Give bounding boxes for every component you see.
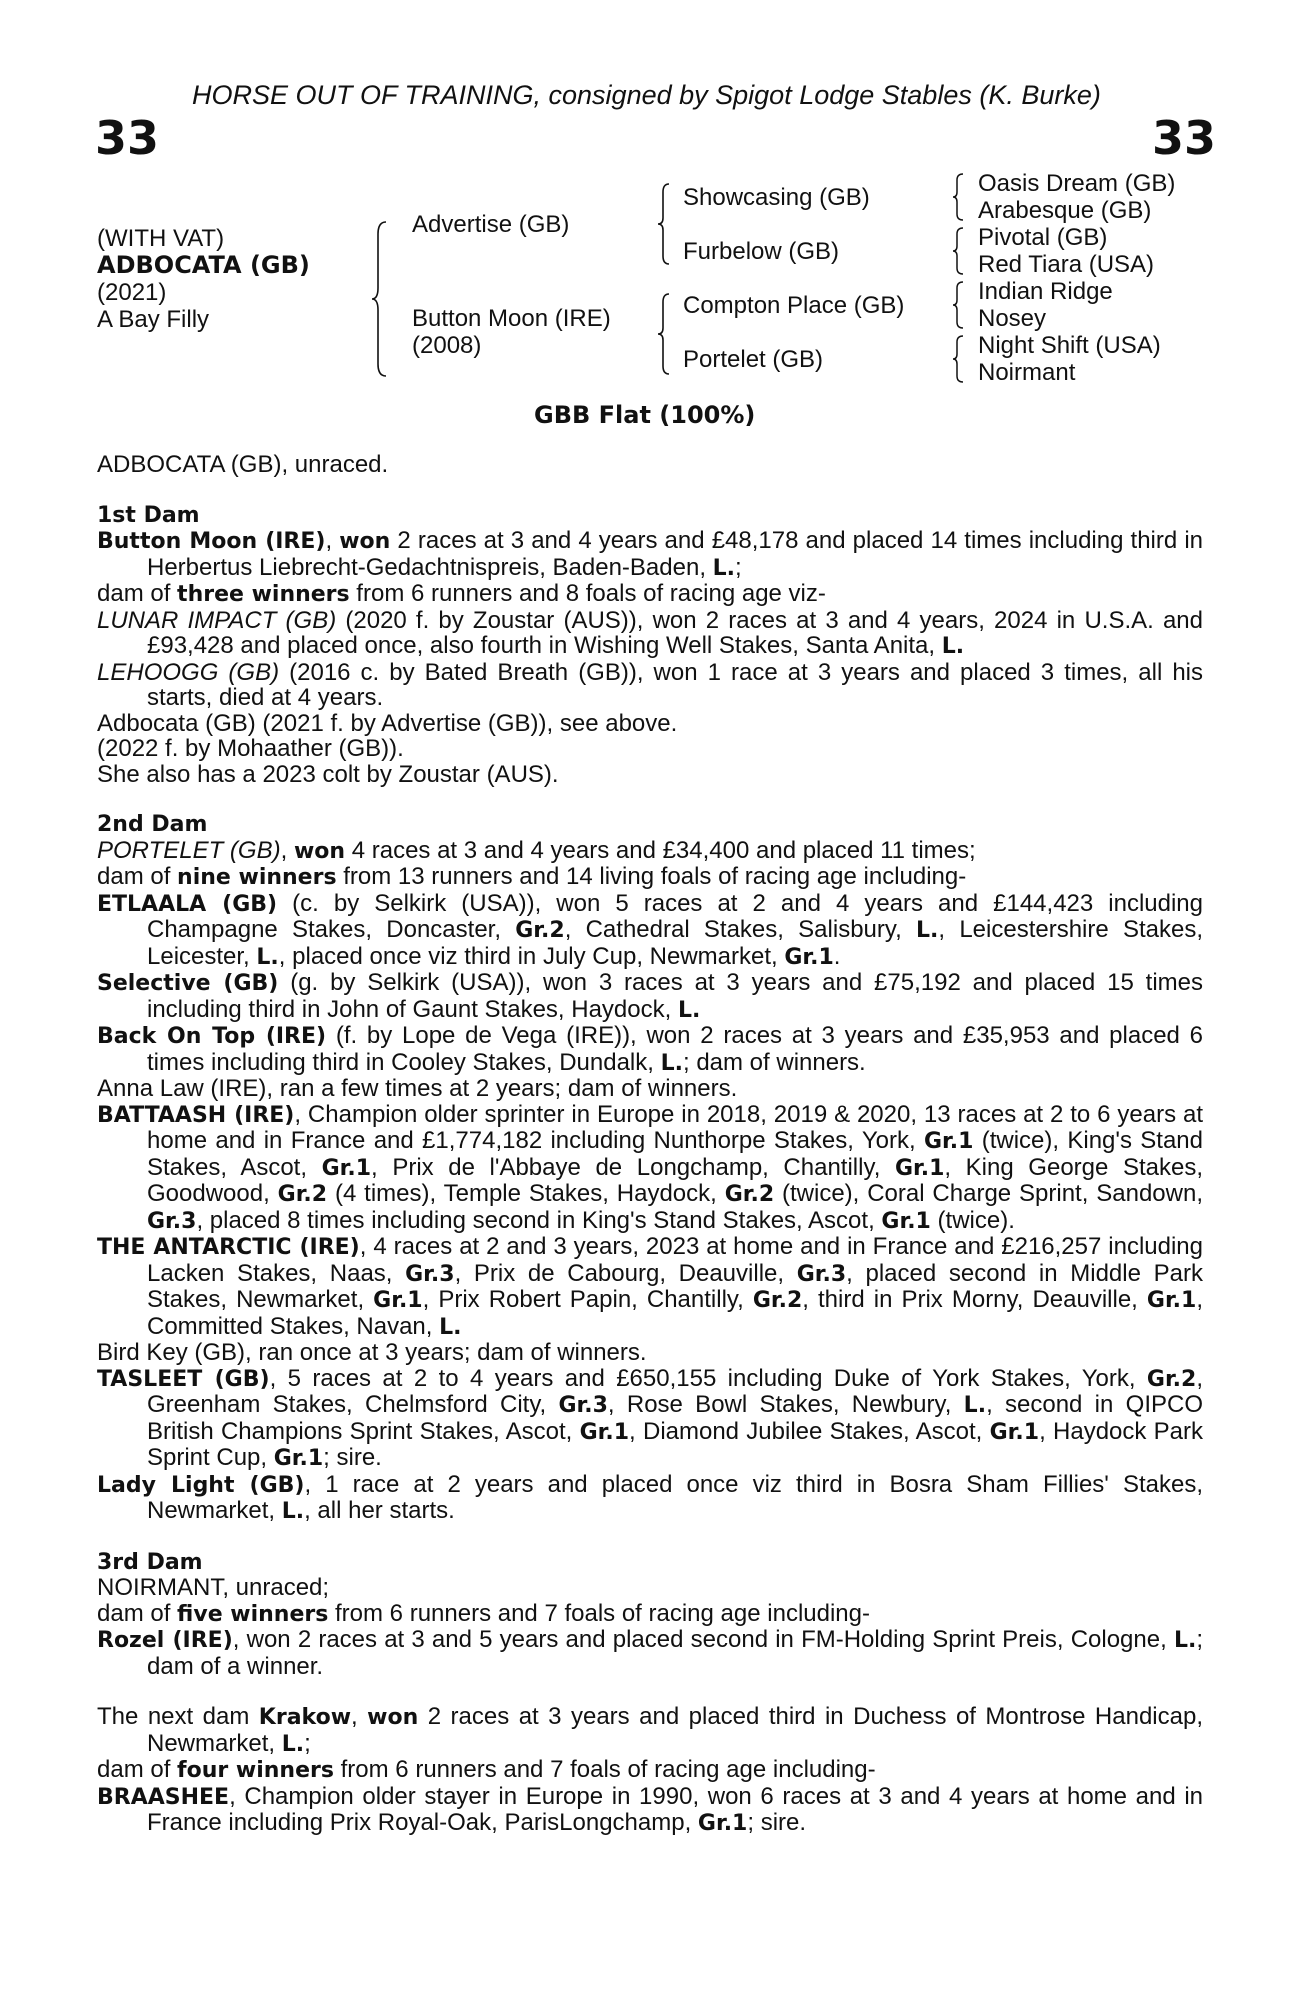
pedigree-g7: Night Shift (USA) — [978, 332, 1161, 359]
pedigree-dam-sire: Compton Place (GB) — [683, 292, 905, 319]
pedigree-dam-dam: Portelet (GB) — [683, 346, 824, 373]
consignment-header: HORSE OUT OF TRAINING, consigned by Spigot Lodge Stables (K. Burke) — [192, 80, 1101, 110]
rating: GBB Flat (100%) — [534, 401, 756, 429]
second-dam-heading: 2nd Dam — [97, 812, 208, 837]
produce-selective: Selective (GB) (g. by Selkirk (USA)), won 3 races at 3 years and £75,192 and placed 15 times including third in John of Gaunt Stakes, Haydock, L. — [97, 969, 1204, 1023]
produce-lunar-impact: LUNAR IMPACT (GB) (2020 f. by Zoustar (AUS)), won 2 races at 3 and 4 years, 2024 in U.S.A. and £93,428 and placed once, also fourth in Wishing Well Stakes, Santa Anita, L. — [97, 606, 1203, 659]
produce-2022-filly: (2022 f. by Mohaather (GB)). — [97, 735, 404, 762]
third-dam-heading: 3rd Dam — [97, 1549, 203, 1575]
produce-tasleet: TASLEET (GB), 5 races at 2 to 4 years and £650,155 including Duke of York Stakes, York, Gr.2, Greenham Stakes, Chelmsford City, Gr.3, Rose Bowl Stakes, Newbury, L., second in QIPCO British Champions Sprint Stakes, Ascot, Gr.1, Diamond Jubilee Stakes, Ascot, Gr.1, Haydock Park Sprint Cup, Gr.1; sire. — [97, 1364, 1204, 1471]
produce-lehoogg: LEHOOGG (GB) (2016 c. by Bated Breath (GB)), won 1 race at 3 years and placed 3 times, all his starts, died at 4 years. — [97, 658, 1203, 711]
pedigree-dam-year: (2008) — [412, 332, 482, 359]
catalogue-body — [97, 452, 1203, 1837]
pedigree-g1: Oasis Dream (GB) — [978, 170, 1176, 197]
pedigree-sire-dam: Furbelow (GB) — [683, 238, 840, 265]
pedigree-g4: Red Tiara (USA) — [978, 251, 1155, 278]
pedigree-g5: Indian Ridge — [978, 278, 1113, 305]
pedigree-g3: Pivotal (GB) — [978, 224, 1108, 251]
pedigree-g8: Noirmant — [978, 359, 1076, 386]
next-dam-record: The next dam Krakow, won 2 races at 3 years and placed third in Duchess of Montrose Handicap, Newmarket, L.; — [97, 1703, 1203, 1757]
second-dam-produce-summary: dam of nine winners from 13 runners and 14 living foals of racing age including- — [97, 863, 967, 890]
first-dam-record: Button Moon (IRE), won 2 races at 3 and 4 years and £48,178 and placed 14 times including third in Herbertus Liebrecht-Gedachtnispreis, Baden-Baden, L.; — [97, 527, 1203, 581]
pedigree-sire: Advertise (GB) — [412, 211, 570, 238]
produce-the-antarctic: THE ANTARCTIC (IRE), 4 races at 2 and 3 years, 2023 at home and in France and £216,257 including Lacken Stakes, Naas, Gr.3, Prix de Cabourg, Deauville, Gr.3, placed second in Middle Park Stakes, Newmarket, Gr.1, Prix Robert Papin, Chantilly, Gr.2, third in Prix Morny, Deauville, Gr.1, Committed Stakes, Navan, L. — [97, 1233, 1204, 1340]
third-dam-record: NOIRMANT, unraced; — [97, 1574, 330, 1601]
pedigree-brace-sire — [656, 182, 672, 266]
vat-note: (WITH VAT) — [97, 225, 225, 252]
produce-anna-law: Anna Law (IRE), ran a few times at 2 years; dam of winners. — [97, 1075, 738, 1102]
pedigree-brace-dam — [656, 292, 672, 376]
produce-adbocata: Adbocata (GB) (2021 f. by Advertise (GB)), see above. — [97, 709, 678, 737]
produce-lady-light: Lady Light (GB), 1 race at 2 years and placed once viz third in Bosra Sham Fillies' Stakes, Newmarket, L., all her starts. — [97, 1470, 1203, 1524]
summary-line: ADBOCATA (GB), unraced. — [97, 451, 389, 478]
produce-battaash: BATTAASH (IRE), Champion older sprinter in Europe in 2018, 2019 & 2020, 13 races at 2 to 6 years at home and in France and £1,774,182 including Nunthorpe Stakes, York, Gr.1 (twice), King's Stand Stakes, Ascot, Gr.1, Prix de l'Abbaye de Longchamp, Chantilly, Gr.1, King George Stakes, Goodwood, Gr.2 (4 times), Temple Stakes, Haydock, Gr.2 (twice), Coral Charge Sprint, Sandown, Gr.3, placed 8 times including second in King's Stand Stakes, Ascot, Gr.1 (twice). — [97, 1100, 1204, 1234]
pedigree-g2: Arabesque (GB) — [978, 197, 1152, 224]
pedigree-brace-main — [370, 220, 390, 378]
pedigree-brace-g3 — [951, 280, 965, 330]
third-dam-produce-summary: dam of five winners from 6 runners and 7 foals of racing age including- — [97, 1599, 870, 1627]
pedigree-brace-g2 — [951, 226, 965, 276]
pedigree-brace-g1 — [951, 172, 965, 222]
produce-braashee: BRAASHEE, Champion older stayer in Europe in 1990, won 6 races at 3 and 4 years at home and in France including Prix Royal-Oak, ParisLongchamp, Gr.1; sire. — [97, 1782, 1203, 1836]
produce-back-on-top: Back On Top (IRE) (f. by Lope de Vega (IRE)), won 2 races at 3 years and £35,953 and placed 6 times including third in Cooley Stakes, Dundalk, L.; dam of winners. — [97, 1022, 1203, 1076]
lot-number-left: 33 — [95, 111, 160, 165]
pedigree-dam: Button Moon (IRE) — [412, 305, 611, 332]
next-dam-produce-summary: dam of four winners from 6 runners and 7 foals of racing age including- — [97, 1756, 876, 1783]
horse-name: ADBOCATA (GB) — [97, 251, 310, 279]
produce-bird-key: Bird Key (GB), ran once at 3 years; dam of winners. — [97, 1339, 647, 1366]
produce-2023-colt: She also has a 2023 colt by Zoustar (AUS). — [97, 760, 559, 788]
horse-description: A Bay Filly — [97, 306, 210, 333]
first-dam-heading: 1st Dam — [97, 502, 200, 528]
second-dam-record: PORTELET (GB), won 4 races at 3 and 4 years and £34,400 and placed 11 times; — [97, 836, 976, 864]
horse-year: (2021) — [97, 279, 167, 306]
produce-etlaala: ETLAALA (GB) (c. by Selkirk (USA)), won 5 races at 2 and 4 years and £144,423 including Champagne Stakes, Doncaster, Gr.2, Cathedral Stakes, Salisbury, L., Leicestershire Stakes, Leicester, L., placed once viz third in July Cup, Newmarket, Gr.1. — [97, 889, 1204, 970]
first-dam-produce-summary: dam of three winners from 6 runners and 8 foals of racing age viz- — [97, 580, 826, 607]
pedigree-g6: Nosey — [978, 305, 1047, 332]
produce-rozel: Rozel (IRE), won 2 races at 3 and 5 years and placed second in FM-Holding Sprint Preis, Cologne, L.; dam of a winner. — [97, 1626, 1203, 1680]
pedigree-brace-g4 — [951, 334, 965, 384]
pedigree-sire-sire: Showcasing (GB) — [683, 184, 870, 211]
lot-number-right: 33 — [1152, 111, 1217, 165]
